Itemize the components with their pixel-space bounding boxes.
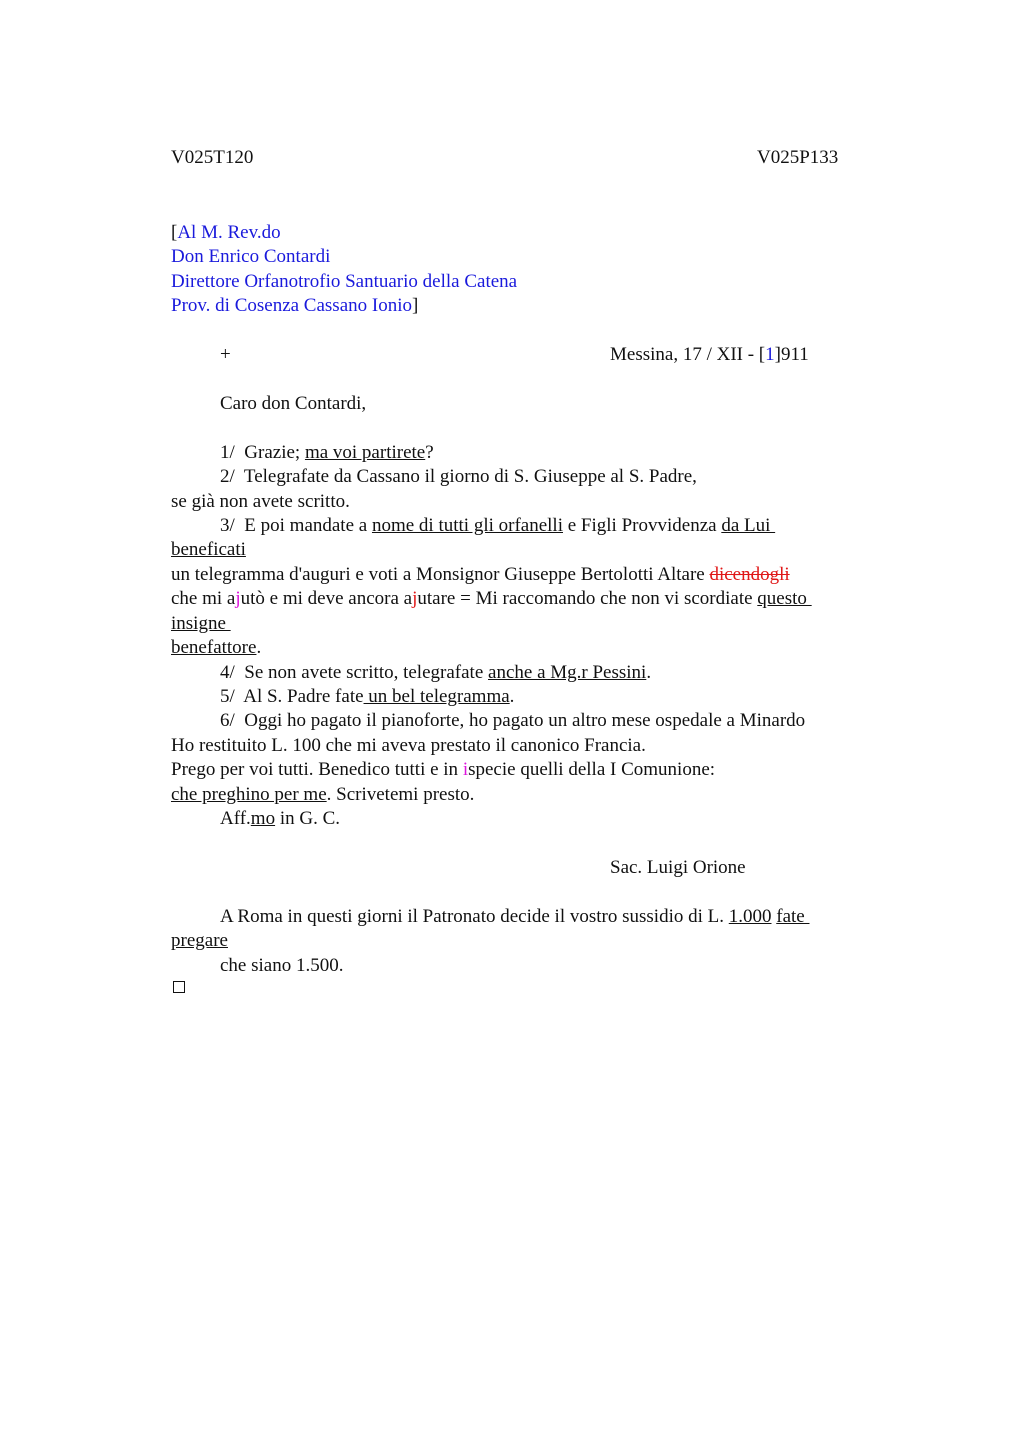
postscript: A Roma in questi giorni il Patronato decide il vostro sussidio di L. 1.000 fate [220,906,810,927]
item-2-cont: se già non avete scritto. [171,491,350,512]
item-3: 3/ E poi mandate a nome di tutti gli orfanelli e Figli Provvidenza da Lui [220,515,776,536]
address-line-2: Don Enrico Contardi [171,246,331,267]
place-date: Messina, 17 / XII - [1]911 [610,344,809,365]
address-line-1: [Al M. Rev.do [171,222,281,243]
struck-word: dicendogli [709,564,790,585]
postscript-cont-2: che siano 1.500. [220,955,344,976]
header-right-code: V025P133 [757,147,839,168]
header-left-code: V025T120 [171,147,254,168]
end-box [173,981,185,993]
blessing-line: Prego per voi tutti. Benedico tutti e in ispecie quelli della I Comunione: [171,759,716,780]
closing: Aff.mo in G. C. [220,808,341,829]
item-5: 5/ Al S. Padre fate un bel telegramma. [220,686,515,707]
postscript-cont-1: pregare [171,930,228,951]
item-3-cont-5: benefattore. [171,637,262,658]
signature: Sac. Luigi Orione [610,857,746,878]
item-2: 2/ Telegrafate da Cassano il giorno di S. Giuseppe al S. Padre, [220,466,697,487]
item-3-cont-2: un telegramma d'auguri e voti a Monsignor Giuseppe Bertolotti Altare dicendogli [171,564,790,585]
salutation: Caro don Contardi, [220,393,367,414]
item-1: 1/ Grazie; ma voi partirete? [220,442,434,463]
item-6-cont: Ho restituito L. 100 che mi aveva prestato il canonico Francia. [171,735,646,756]
item-3-cont-1: beneficati [171,539,246,560]
prayer-line: che preghino per me. Scrivetemi presto. [171,784,475,805]
cross-mark: + [220,344,231,365]
address-line-3: Direttore Orfanotrofio Santuario della Catena [171,271,518,292]
item-4: 4/ Se non avete scritto, telegrafate anche a Mg.r Pessini. [220,662,652,683]
item-3-cont-3: che mi ajutò e mi deve ancora ajutare = Mi raccomando che non vi scordiate questo [171,588,812,609]
item-3-cont-4: insigne [171,613,231,634]
item-6: 6/ Oggi ho pagato il pianoforte, ho pagato un altro mese ospedale a Minardo [220,710,806,731]
address-line-4: Prov. di Cosenza Cassano Ionio] [171,295,419,316]
